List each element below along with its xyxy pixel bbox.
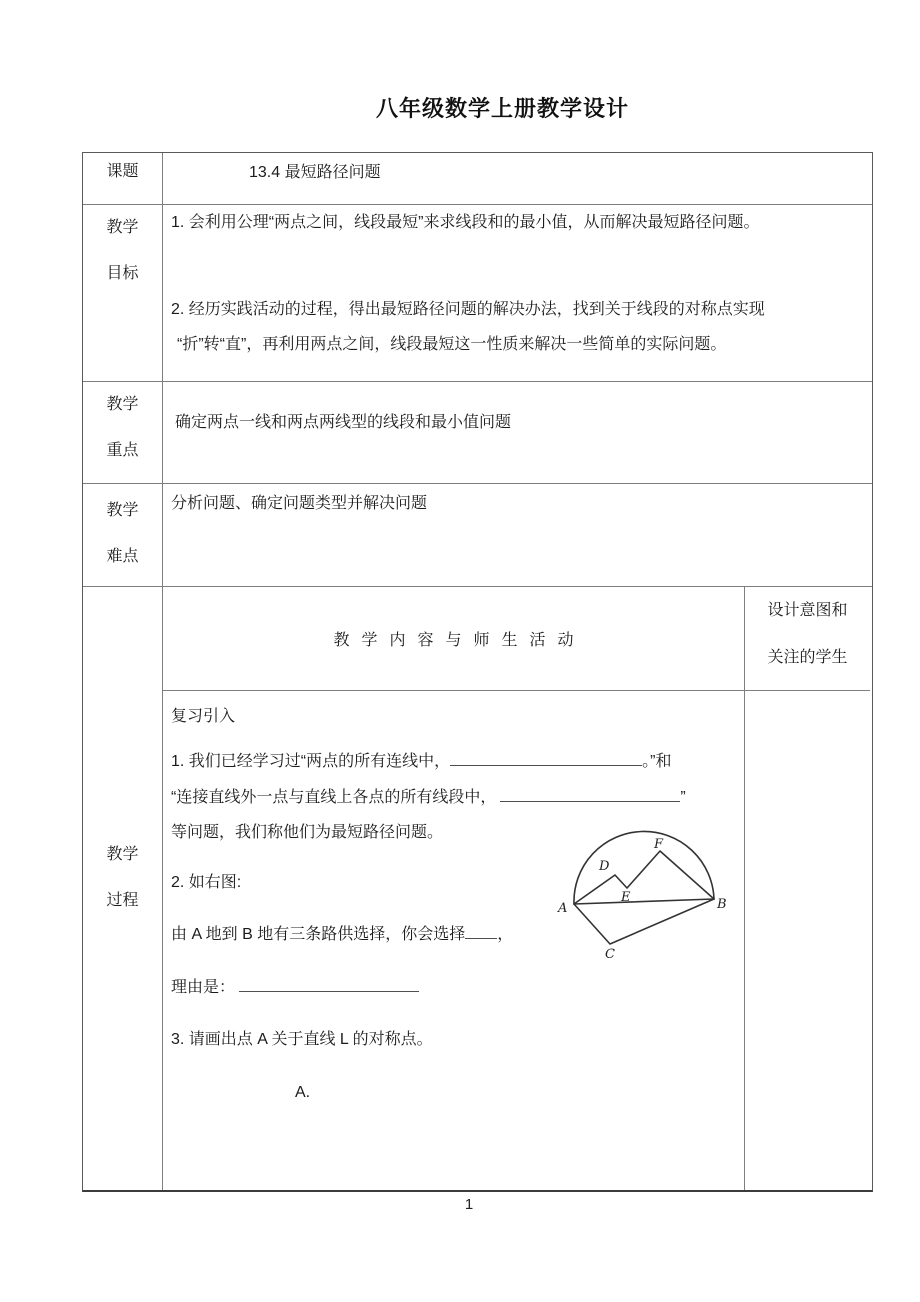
fill-blank-1 xyxy=(450,760,642,766)
lower-path-a-c-b xyxy=(574,899,714,944)
objectives-label-line1: 教学 xyxy=(106,219,139,236)
fill-blank-4 xyxy=(239,986,419,992)
question-2: 2. 如右图: xyxy=(171,874,242,891)
section-title: 复习引入 xyxy=(171,708,236,725)
zigzag-path-a-d-e-f-b xyxy=(574,851,714,904)
process-main-column xyxy=(163,587,745,1190)
process-content xyxy=(163,691,744,1190)
objectives-content xyxy=(163,205,872,381)
arc-path-a-to-b xyxy=(574,831,714,904)
row-topic xyxy=(83,153,872,205)
row-process xyxy=(83,587,872,1190)
difficulties-label xyxy=(83,484,163,586)
straight-path-a-b xyxy=(574,899,714,904)
question-2-line2-prefix: 由 A 地到 B 地有三条路供选择，你会选择 xyxy=(171,926,466,943)
fill-blank-3 xyxy=(465,933,497,939)
process-label xyxy=(83,587,163,1190)
question-1-suffix: 。”和 xyxy=(642,753,672,770)
figure-label-c: C xyxy=(605,947,615,962)
question-2-line2-suffix: ， xyxy=(497,926,514,943)
key-points-label-line1: 教学 xyxy=(106,396,139,413)
design-intent-line1: 设计意图和 xyxy=(767,602,848,619)
paths-diagram xyxy=(550,815,740,965)
figure-label-e: E xyxy=(621,890,631,905)
key-points-value: 确定两点一线和两点两线型的线段和最小值问题 xyxy=(175,414,512,431)
key-points-label xyxy=(83,382,163,483)
objectives-label xyxy=(83,205,163,381)
figure-label-d: D xyxy=(599,859,610,874)
question-1-line1 xyxy=(171,750,744,774)
row-difficulties xyxy=(83,484,872,587)
objective-item-2-line1: 2. 经历实践活动的过程，得出最短路径问题的解决办法，找到关于线段的对称点实现 xyxy=(171,301,765,318)
question-3: 3. 请画出点 A 关于直线 L 的对称点。 xyxy=(171,1031,433,1048)
topic-label: 课题 xyxy=(83,153,163,204)
figure-label-a: A xyxy=(558,901,568,916)
process-label-line1: 教学 xyxy=(106,846,139,863)
question-1-line2-prefix: “连接直线外一点与直线上各点的所有线段中， xyxy=(171,789,497,806)
reason-prefix: 理由是： xyxy=(171,979,236,996)
key-points-label-line2: 重点 xyxy=(106,442,139,459)
difficulties-value: 分析问题、确定问题类型并解决问题 xyxy=(171,495,428,512)
point-a-label: A. xyxy=(295,1084,311,1101)
topic-value: 13.4 最短路径问题 xyxy=(249,164,381,181)
difficulties-label-line2: 难点 xyxy=(106,548,139,565)
row-objectives xyxy=(83,205,872,382)
page-number: 1 xyxy=(464,1196,474,1213)
question-1-line3: 等问题，我们称他们为最短路径问题。 xyxy=(171,824,444,841)
reason-line xyxy=(171,976,744,1000)
objective-item-2-line2: “折”转“直”，再利用两点之间，线段最短这一性质来解决一些简单的实际问题。 xyxy=(177,336,727,353)
row-key-points xyxy=(83,382,872,484)
process-right-column xyxy=(745,587,870,1190)
page-title: 八年级数学上册教学设计 xyxy=(375,96,629,121)
design-intent-line2: 关注的学生 xyxy=(767,649,848,666)
question-1-prefix: 1. 我们已经学习过“两点的所有连线中， xyxy=(171,753,451,770)
difficulties-label-line1: 教学 xyxy=(106,502,139,519)
objectives-label-line2: 目标 xyxy=(106,265,139,282)
design-intent-header xyxy=(745,587,870,691)
objective-item-1: 1. 会利用公理“两点之间，线段最短”来求线段和的最小值，从而解决最短路径问题。 xyxy=(171,214,760,231)
process-label-line2: 过程 xyxy=(106,892,139,909)
objective-item-2 xyxy=(171,292,864,362)
figure-label-b: B xyxy=(717,897,727,912)
question-1-line2 xyxy=(171,786,744,810)
lesson-plan-table xyxy=(82,152,873,1192)
figure-label-f: F xyxy=(654,837,664,852)
question-1-line2-suffix: ” xyxy=(680,789,686,806)
fill-blank-2 xyxy=(500,796,680,802)
geometry-figure xyxy=(550,815,740,965)
process-header: 教学内容与师生活动 xyxy=(163,587,744,691)
